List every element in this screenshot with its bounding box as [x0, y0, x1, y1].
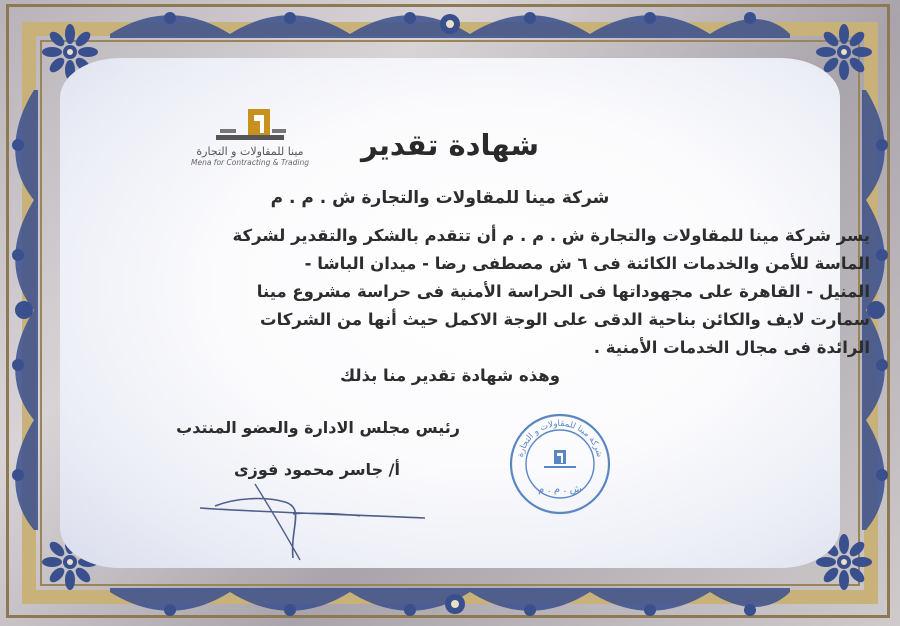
bottom-vine-ornament-icon: [110, 584, 790, 624]
signatory-name: أ/ جاسر محمود فوزى: [233, 460, 400, 479]
company-logo: [175, 105, 325, 175]
stamp-bottom-text: ش . م . م: [538, 484, 582, 495]
body-line: الرائدة فى مجال الخدمات الأمنية .: [593, 338, 870, 357]
mena-logo-icon: [210, 105, 290, 145]
issuer-line: شركة مينا للمقاولات والتجارة ش . م . م: [270, 188, 610, 208]
signatory-role: رئيس مجلس الادارة والعضو المنتدب: [176, 418, 460, 437]
stamp-ring-text: شركة مينا للمقاولات و التجارة: [515, 418, 605, 459]
company-seal-stamp: [508, 412, 612, 516]
logo-name-english: Mena for Contracting & Trading: [190, 158, 310, 167]
handwritten-signature: [195, 478, 435, 568]
body-line: سمارت لايف والكائن بناحية الدقى على الوجة الاكمل حيث أنها من الشركات: [260, 310, 870, 329]
closing-line: وهذه شهادة تقدير منا بذلك: [340, 366, 560, 385]
body-line: الماسة للأمن والخدمات الكائنة فى ٦ ش مصطفى رضا - ميدان الباشا -: [304, 254, 870, 273]
top-vine-ornament-icon: [110, 4, 790, 44]
logo-name-arabic: مينا للمقاولات و التجارة: [196, 145, 304, 158]
body-line: المنيل - القاهرة على مجهوداتها فى الحراسة الأمنية فى حراسة مشروع مينا: [256, 282, 870, 301]
left-vine-ornament-icon: [4, 90, 44, 530]
certificate-title: شهادة تقدير: [360, 128, 540, 162]
certificate-body: [110, 222, 870, 362]
body-line: يسر شركة مينا للمقاولات والتجارة ش . م . م أن تتقدم بالشكر والتقدير لشركة: [232, 226, 870, 245]
